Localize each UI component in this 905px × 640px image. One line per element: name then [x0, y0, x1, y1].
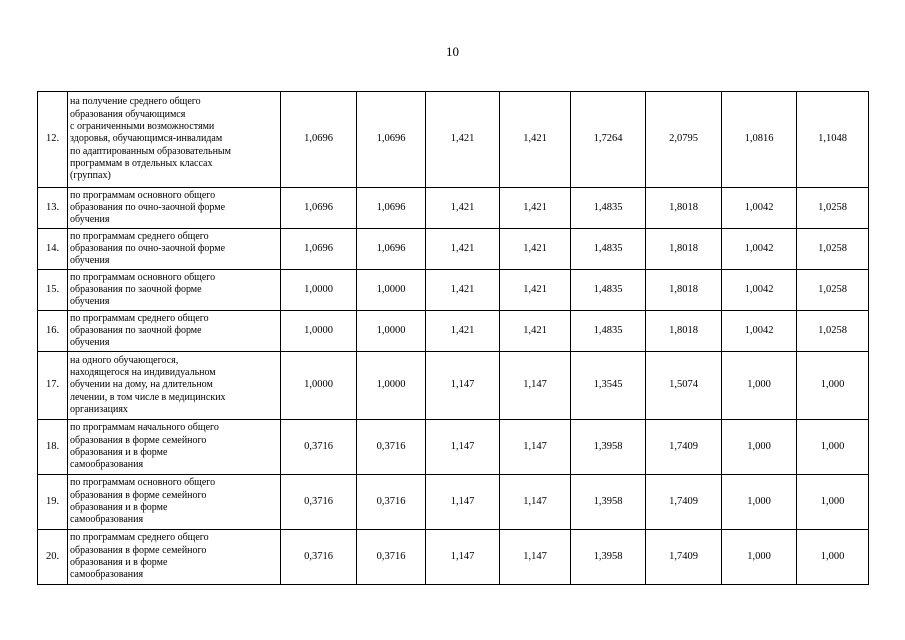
coefficient-cell: 1,0696 — [357, 188, 426, 229]
row-number: 17. — [38, 352, 68, 420]
row-description — [68, 352, 281, 420]
coefficient-cell: 1,421 — [426, 229, 500, 270]
description-line: образования и в форме — [70, 502, 168, 513]
coefficient-cell: 1,8018 — [646, 229, 722, 270]
coefficient-cell: 1,0696 — [357, 92, 426, 188]
description-line: на получение среднего общего — [70, 96, 201, 108]
coefficient-cell: 1,000 — [722, 475, 797, 530]
coefficient-cell: 1,147 — [500, 420, 571, 475]
coefficient-cell: 1,0042 — [722, 188, 797, 229]
coefficient-cell: 1,7409 — [646, 420, 722, 475]
row-description — [68, 188, 281, 229]
coefficient-cell: 1,0000 — [281, 311, 357, 352]
coefficient-cell: 1,421 — [426, 188, 500, 229]
description-line: по адаптированным образовательным — [70, 145, 231, 157]
coefficient-cell: 0,3716 — [357, 530, 426, 585]
coefficient-cell: 1,0258 — [797, 188, 869, 229]
coefficient-cell: 1,3545 — [571, 352, 646, 420]
table-row — [38, 352, 869, 420]
coefficient-cell: 1,8018 — [646, 311, 722, 352]
description-line: находящегося на индивидуальном — [70, 367, 216, 379]
coefficient-cell: 1,421 — [500, 311, 571, 352]
coefficient-cell: 0,3716 — [281, 420, 357, 475]
coefficient-cell: 1,421 — [500, 229, 571, 270]
coefficient-cell: 1,3958 — [571, 475, 646, 530]
coefficient-cell: 1,421 — [426, 311, 500, 352]
coefficient-cell: 0,3716 — [281, 530, 357, 585]
row-description — [68, 420, 281, 475]
coefficient-cell: 1,0258 — [797, 270, 869, 311]
row-description — [68, 530, 281, 585]
table-body — [38, 92, 869, 585]
coefficient-cell: 1,000 — [797, 420, 869, 475]
coefficient-cell: 1,4835 — [571, 270, 646, 311]
coefficient-cell: 1,0042 — [722, 311, 797, 352]
description-line: образования по очно-заочной форме — [70, 201, 226, 213]
coefficient-cell: 1,0042 — [722, 229, 797, 270]
coefficient-cell: 1,421 — [426, 270, 500, 311]
coefficient-cell: 1,0258 — [797, 311, 869, 352]
description-line: образования по очно-заочной форме — [70, 242, 226, 254]
description-line: обучения — [70, 214, 110, 226]
description-line: самообразования — [70, 514, 144, 526]
coefficient-cell: 1,147 — [500, 530, 571, 585]
coefficient-cell: 1,5074 — [646, 352, 722, 420]
table-row — [38, 311, 869, 352]
row-number: 16. — [38, 311, 68, 352]
row-description — [68, 311, 281, 352]
coefficient-cell: 1,147 — [426, 530, 500, 585]
description-line: организациях — [70, 403, 128, 415]
description-line: самообразования — [70, 569, 144, 581]
description-line: обучения — [70, 255, 110, 267]
table-row — [38, 475, 869, 530]
coefficient-cell: 1,147 — [426, 352, 500, 420]
coefficient-cell: 1,0696 — [357, 229, 426, 270]
description-line: образования обучающимся — [70, 108, 186, 120]
page-number: 10 — [446, 44, 459, 59]
coefficient-cell: 1,4835 — [571, 229, 646, 270]
coefficient-cell: 1,000 — [797, 475, 869, 530]
description-line: обучении на дому, на длительном — [70, 379, 213, 391]
coefficient-cell: 1,8018 — [646, 188, 722, 229]
row-description — [68, 92, 281, 188]
description-line: образования в форме семейного — [70, 434, 207, 446]
table-row — [38, 92, 869, 188]
coefficient-cell: 1,147 — [500, 475, 571, 530]
coefficient-cell: 1,0258 — [797, 229, 869, 270]
row-number: 20. — [38, 530, 68, 585]
description-line: образования по заочной форме — [70, 324, 202, 336]
coefficient-cell: 0,3716 — [281, 475, 357, 530]
table-row — [38, 270, 869, 311]
coefficient-cell: 0,3716 — [357, 475, 426, 530]
coefficient-cell: 1,0000 — [357, 311, 426, 352]
coefficient-cell: 0,3716 — [357, 420, 426, 475]
row-number: 13. — [38, 188, 68, 229]
table-row — [38, 530, 869, 585]
coefficient-cell: 1,000 — [797, 530, 869, 585]
row-description — [68, 475, 281, 530]
coefficient-cell: 1,4835 — [571, 188, 646, 229]
description-line: здоровья, обучающимся-инвалидам — [70, 133, 223, 145]
description-line: самообразования — [70, 459, 144, 471]
row-description — [68, 229, 281, 270]
row-number: 15. — [38, 270, 68, 311]
coefficient-cell: 1,421 — [500, 92, 571, 188]
description-line: по программам начального общего — [70, 422, 219, 434]
row-number: 12. — [38, 92, 68, 188]
description-line: образования в форме семейного — [70, 489, 207, 501]
coefficient-cell: 1,3958 — [571, 530, 646, 585]
description-line: (группах) — [70, 170, 111, 182]
coefficient-cell: 1,0042 — [722, 270, 797, 311]
coefficient-cell: 1,7264 — [571, 92, 646, 188]
description-line: образования и в форме — [70, 557, 168, 568]
coefficient-cell: 1,421 — [500, 270, 571, 311]
coefficient-cell: 1,0696 — [281, 188, 357, 229]
coefficient-cell: 1,147 — [426, 475, 500, 530]
description-line: по программам основного общего — [70, 189, 216, 201]
coefficient-cell: 1,8018 — [646, 270, 722, 311]
row-number: 14. — [38, 229, 68, 270]
coefficient-cell: 2,0795 — [646, 92, 722, 188]
description-line: по программам основного общего — [70, 271, 216, 283]
coefficient-cell: 1,0000 — [281, 352, 357, 420]
row-number: 19. — [38, 475, 68, 530]
description-line: по программам среднего общего — [70, 312, 209, 324]
table-row — [38, 420, 869, 475]
description-line: с ограниченными возможностями — [70, 121, 215, 133]
coefficients-table — [37, 91, 869, 585]
coefficient-cell: 1,0000 — [281, 270, 357, 311]
coefficient-cell: 1,000 — [797, 352, 869, 420]
row-number: 18. — [38, 420, 68, 475]
description-line: обучения — [70, 337, 110, 349]
description-line: на одного обучающегося, — [70, 354, 179, 366]
coefficient-cell: 1,147 — [500, 352, 571, 420]
coefficient-cell: 1,0000 — [357, 352, 426, 420]
coefficient-cell: 1,147 — [426, 420, 500, 475]
coefficient-cell: 1,421 — [426, 92, 500, 188]
coefficient-cell: 1,0000 — [357, 270, 426, 311]
coefficient-cell: 1,0816 — [722, 92, 797, 188]
coefficient-cell: 1,4835 — [571, 311, 646, 352]
coefficient-cell: 1,7409 — [646, 475, 722, 530]
coefficient-cell: 1,421 — [500, 188, 571, 229]
table-row — [38, 229, 869, 270]
coefficient-cell: 1,0696 — [281, 229, 357, 270]
description-line: обучения — [70, 296, 110, 308]
description-line: по программам среднего общего — [70, 230, 209, 242]
coefficient-cell: 1,000 — [722, 420, 797, 475]
table-row — [38, 188, 869, 229]
description-line: программам в отдельных классах — [70, 157, 213, 169]
description-line: лечении, в том числе в медицинских — [70, 391, 226, 403]
coefficient-cell: 1,1048 — [797, 92, 869, 188]
description-line: образования по заочной форме — [70, 283, 202, 295]
coefficient-cell: 1,7409 — [646, 530, 722, 585]
coefficient-cell: 1,000 — [722, 530, 797, 585]
description-line: образования и в форме — [70, 447, 168, 458]
description-line: образования в форме семейного — [70, 544, 207, 556]
coefficient-cell: 1,3958 — [571, 420, 646, 475]
description-line: по программам среднего общего — [70, 532, 209, 544]
coefficient-cell: 1,000 — [722, 352, 797, 420]
description-line: по программам основного общего — [70, 477, 216, 489]
coefficient-cell: 1,0696 — [281, 92, 357, 188]
row-description — [68, 270, 281, 311]
